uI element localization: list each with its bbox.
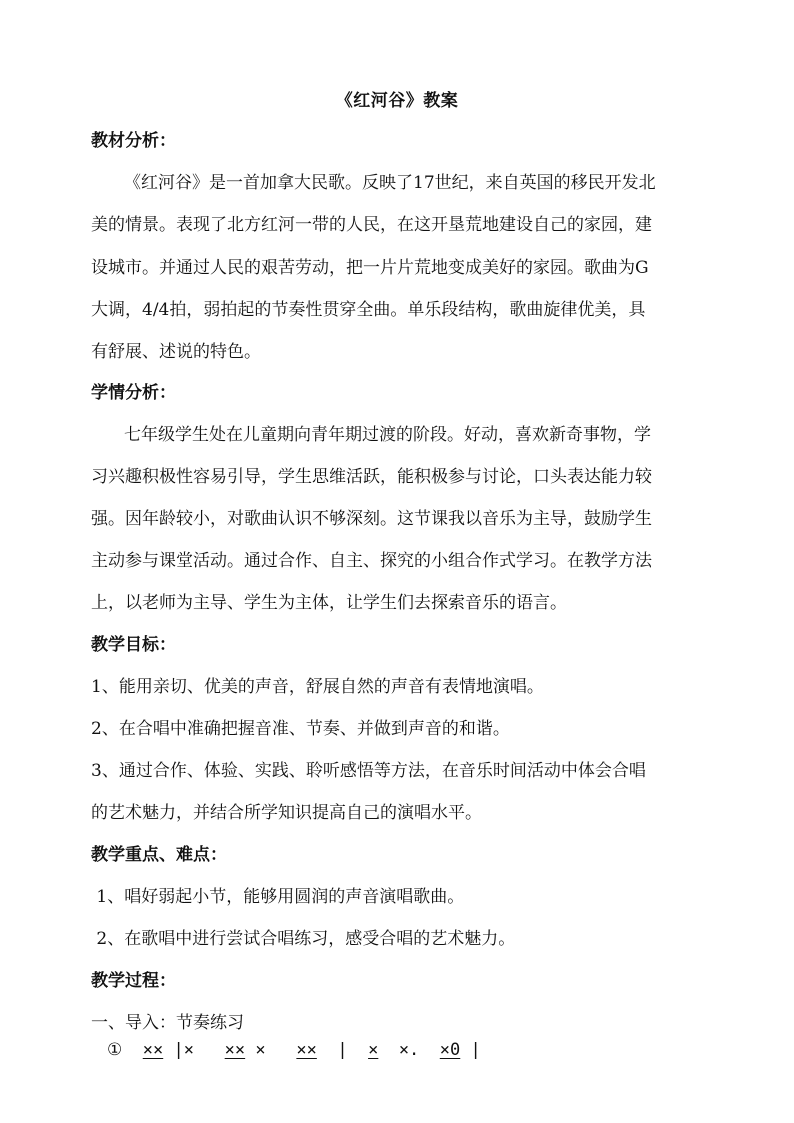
rhythm-group: ×. <box>398 1040 420 1060</box>
heading-materials: 教材分析： <box>91 131 176 151</box>
list-item: 的艺术魅力，并结合所学知识提高自己的演唱水平。 <box>91 803 482 823</box>
paragraph-line: 大调，4/4拍，弱拍起的节奏性贯穿全曲。单乐段结构，歌曲旋律优美，具 <box>91 300 646 320</box>
paragraph-line: 习兴趣积极性容易引导，学生思维活跃，能积极参与讨论，口头表达能力较 <box>91 467 652 487</box>
rhythm-group: ×× <box>296 1040 317 1060</box>
heading-students: 学情分析： <box>91 383 176 403</box>
heading-keypoints: 教学重点、难点： <box>91 845 227 865</box>
process-step: 一、导入：节奏练习 <box>91 1013 244 1033</box>
paragraph-line: 七年级学生处在儿童期向青年期过渡的阶段。好动，喜欢新奇事物，学 <box>124 425 651 445</box>
rhythm-barline: | <box>337 1040 348 1060</box>
heading-goals: 教学目标： <box>91 635 176 655</box>
paragraph-line: 强。因年龄较小，对歌曲认识不够深刻。这节课我以音乐为主导，鼓励学生 <box>91 509 652 529</box>
paragraph-line: 美的情景。表现了北方红河一带的人民，在这开垦荒地建设自己的家园，建 <box>91 215 652 235</box>
rhythm-group: ×× <box>142 1040 164 1060</box>
list-item: 2、在歌唱中进行尝试合唱练习，感受合唱的艺术魅力。 <box>91 929 516 949</box>
paragraph-line: 《红河谷》是一首加拿大民歌。反映了17世纪，来自英国的移民开发北 <box>124 173 656 193</box>
paragraph-line: 上，以老师为主导、学生为主体，让学生们去探索音乐的语言。 <box>91 593 567 613</box>
rhythm-barline: | <box>470 1040 481 1060</box>
rhythm-exercise <box>107 1040 481 1060</box>
rhythm-group: × <box>255 1040 266 1060</box>
paragraph-line: 有舒展、述说的特色。 <box>91 342 261 362</box>
list-item: 2、在合唱中准确把握音准、节奏、并做到声音的和谐。 <box>91 719 510 739</box>
paragraph-line: 设城市。并通过人民的艰苦劳动，把一片片荒地变成美好的家园。歌曲为G <box>91 258 649 278</box>
list-item: 3、通过合作、体验、实践、聆听感悟等方法，在音乐时间活动中体会合唱 <box>91 761 646 781</box>
heading-process: 教学过程： <box>91 971 176 991</box>
document-title: 《红河谷》教案 <box>335 91 459 111</box>
rhythm-group: × <box>368 1040 379 1060</box>
rhythm-group: ×0 <box>439 1040 461 1060</box>
rhythm-group: ×× <box>224 1040 246 1060</box>
rhythm-group: |× <box>173 1040 194 1060</box>
paragraph-line: 主动参与课堂活动。通过合作、自主、探究的小组合作式学习。在教学方法 <box>91 551 652 571</box>
list-item: 1、能用亲切、优美的声音，舒展自然的声音有表情地演唱。 <box>91 677 544 697</box>
list-item: 1、唱好弱起小节，能够用圆润的声音演唱歌曲。 <box>91 887 465 907</box>
rhythm-number: ① <box>107 1040 123 1060</box>
